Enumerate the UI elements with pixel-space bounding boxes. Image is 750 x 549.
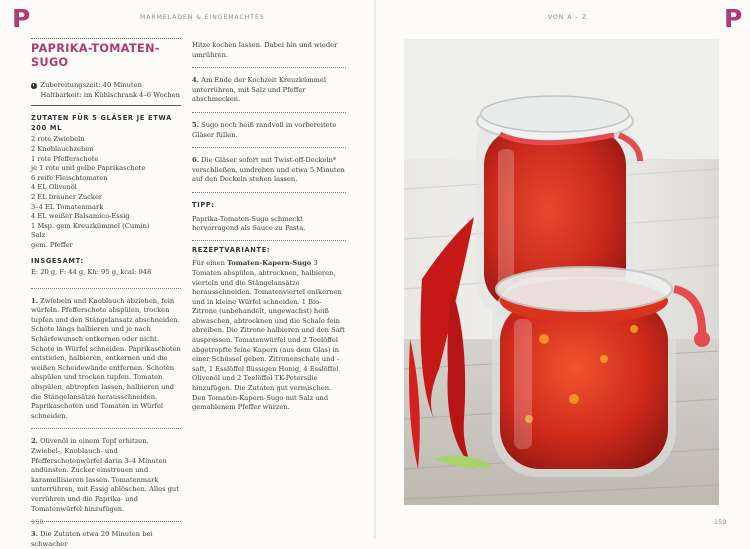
tip-heading: TIPP:: [192, 200, 215, 209]
step-text: Die Zutaten etwa 20 Minuten bei schwacher: [31, 530, 153, 548]
step-text: Sugo noch heiß randvoll in vorbereitete Gläser füllen.: [192, 120, 337, 139]
step-number: 6.: [192, 156, 199, 165]
ingredient-item: Salz: [31, 231, 46, 240]
recipe-column-left: [31, 38, 181, 549]
step-6: [192, 156, 346, 185]
book-spine: [374, 0, 376, 539]
page-number-left: 158: [31, 518, 44, 526]
ingredient-item: 6 reife Fleischtomaten: [31, 173, 108, 182]
step-text: Am Ende der Kochzeit Kreuzkümmel unterrühren, mit Salz und Pfeffer abschmecken.: [192, 76, 326, 104]
ingredient-item: 3–4 EL Tomatenmark: [31, 202, 104, 211]
step-text: Die Gläser sofort mit Twist-off-Deckeln* verschließen, umdrehen und etwa 5 Minuten auf den Deckeln stehen lassen.: [192, 156, 345, 184]
sugo-jars-photo: [404, 39, 719, 505]
step-number: 3.: [31, 530, 38, 539]
running-head-left: MARMELADEN & EINGEMACHTES: [140, 14, 265, 21]
variant-intro: Für einen: [192, 259, 228, 268]
variant-body: 3 Tomaten abspülen, abtrocknen, halbieren, vierteln und die Stängelansätze herausschneiden. Tomatenviertel entkernen und in kleine Würfel schneiden. 1 Bio-Zitrone (unbehandelt, ungewachst) heiß abwaschen, abtrocknen und die Schale fein abreiben. Die Zitrone halbieren und den Saft auspressen. Tomatenwürfel und 2 Teelöffel abgetropfte feine Kapern (aus dem Glas) in einer Schüssel geben. Zitronenschale und -saft, 1 Esslöffel flüssigen Honig, 4 Esslöffel Olivenöl und 2 Teelöffel TK-Petersilie hinzufügen. Die Zutaten gut vermischen. Den Tomaten-Kapern-Sugo mit Salz und gemahlenem Pfeffer würzen.: [192, 259, 345, 412]
ingredient-list: [31, 135, 181, 250]
tab-letter-left: P: [12, 4, 31, 33]
variant-heading: REZEPTVARIANTE:: [192, 245, 271, 254]
page-number-right: 159: [714, 518, 727, 526]
step-number: 2.: [31, 437, 38, 446]
step-3-continued: Hitze kochen lassen. Dabei hin und wieder umrühren.: [192, 41, 338, 59]
tip-divider: [192, 240, 346, 241]
step-number: 1.: [31, 296, 38, 305]
tip-text: Paprika-Tomaten-Sugo schmeckt hervorragend als Sauce zu Pasta.: [192, 214, 306, 233]
prep-time: Zubereitungszeit: 40 Minuten: [40, 81, 142, 89]
step-number: 4.: [192, 76, 199, 85]
total-heading: INSGESAMT:: [31, 256, 84, 265]
ingredients-heading: ZUTATEN FÜR 5 GLÄSER JE ETWA 200 ML: [31, 114, 172, 132]
step-5: [192, 121, 346, 140]
tab-letter-right: P: [724, 4, 743, 33]
step-2: [31, 437, 181, 514]
ingredient-item: 1 rote Pfefferschote: [31, 154, 99, 163]
ingredient-item: 4 EL Olivenöl: [31, 183, 77, 192]
ingredient-item: gem. Pfeffer: [31, 240, 73, 249]
ingredient-item: 2 rote Zwiebeln: [31, 135, 85, 144]
step-4: [192, 76, 346, 105]
step-3: [31, 530, 181, 549]
step-number: 5.: [192, 120, 199, 129]
step-divider: [192, 192, 346, 193]
step-divider: [31, 521, 181, 522]
step-1: [31, 297, 181, 422]
shelf-life: Haltbarkeit: im Kühlschrank 4–6 Wochen: [40, 90, 180, 99]
photo-illustration: [404, 39, 719, 505]
step-divider: [192, 147, 346, 148]
recipe-column-right: [192, 41, 346, 413]
running-head-right: VON A – Z: [548, 14, 588, 21]
title-divider: [31, 38, 181, 39]
recipe-title: PAPRIKA-TOMATEN-SUGO: [31, 42, 160, 69]
nutrition-values: E: 20 g, F: 44 g, Kh: 95 g, kcal: 948: [31, 268, 152, 277]
variant-text: [192, 259, 346, 413]
step-text: Zwiebeln und Knoblauch abziehen, fein würfeln. Pfefferschote abspülen, trocken tupfen und den Stängelansatz abschneiden. Schote längs halbieren und je nach Schärfewunsch entkernen oder nicht. Schote in Würfel schneiden. Paprikaschoten entstielen, halbieren, entkernen und die weißen Scheidewände entfernen. Schoten abspülen und trocken tupfen. Tomaten abspülen, abtropfen lassen, halbieren und die Stängelansätze herausschneiden. Paprikaschoten und Tomaten in Würfel schneiden.: [31, 296, 181, 420]
prep-info: [31, 81, 181, 100]
ingredient-item: 4 EL weißer Balsamico-Essig: [31, 212, 130, 221]
step-divider: [192, 67, 346, 68]
step-divider: [31, 428, 181, 429]
step-text: Olivenöl in einem Topf erhitzen. Zwiebel-, Knoblauch- und Pfefferschotenwürfel darin 3–4 Minuten andünsten. Zucker einstreuen und karamellisieren lassen. Tomatenmark unterrühren, mit Essig ablöschen. Alles gut verrühren und die Paprika- und Tomatenwürfel hinzufügen.: [31, 437, 179, 513]
ingredient-item: je 1 rote und gelbe Paprikaschote: [31, 164, 146, 173]
prep-divider: [31, 105, 181, 106]
ingredient-item: 2 Knoblauchzehen: [31, 144, 94, 153]
ingredient-item: 1 Msp. gem Kreuzkümmel (Cumin): [31, 221, 150, 230]
step-divider: [31, 288, 181, 289]
ingredient-item: 2 EL brauner Zucker: [31, 192, 103, 201]
variant-name: Tomaten-Kapern-Sugo: [227, 259, 312, 268]
step-divider: [192, 112, 346, 113]
clock-icon: [31, 83, 37, 89]
